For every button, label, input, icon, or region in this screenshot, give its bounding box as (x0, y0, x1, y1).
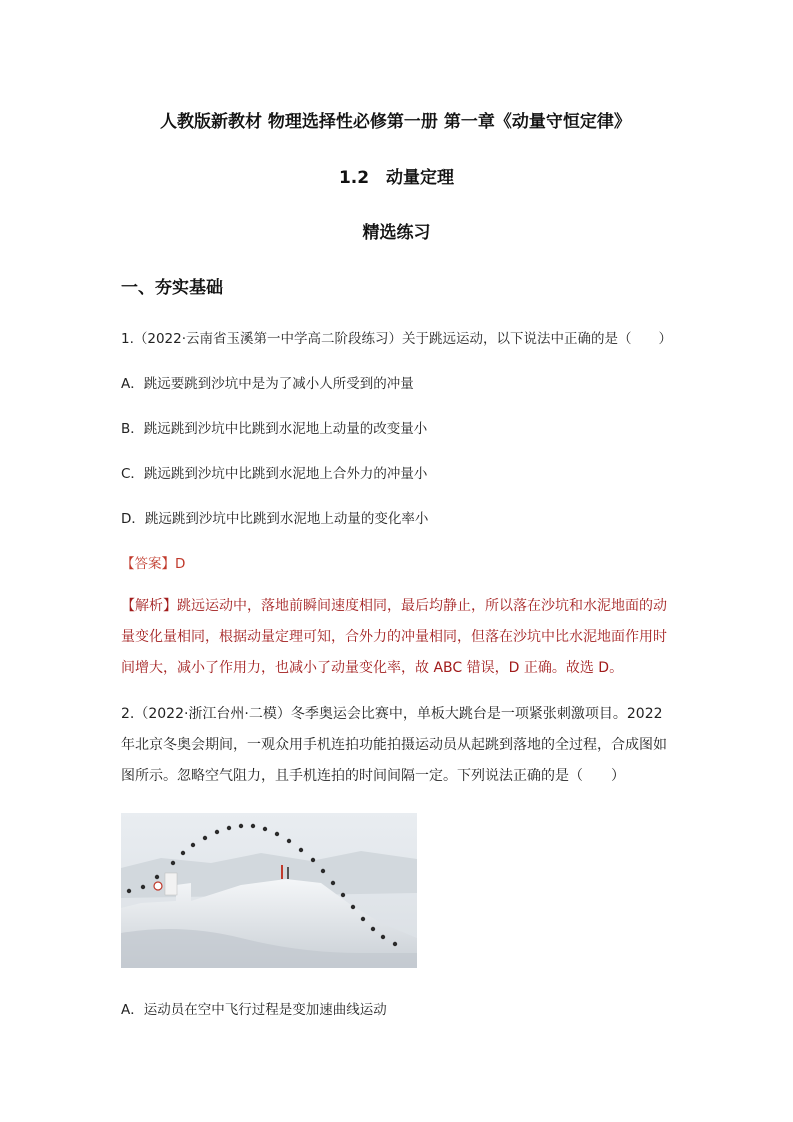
question-2-option-a: A．运动员在空中飞行过程是变加速曲线运动 (121, 1002, 387, 1018)
question-1-analysis (121, 591, 676, 684)
question-1-answer (121, 552, 185, 572)
snowboard-jump-photo (121, 813, 417, 968)
lesson-title: 1.2 动量定理 (338, 168, 455, 188)
question-1-option-a: A．跳远要跳到沙坑中是为了减小人所受到的冲量 (121, 376, 414, 392)
section-heading: 一、夯实基础 (121, 278, 223, 298)
analysis-label: 【解析】 (121, 598, 177, 614)
question-2-stem: 2.（2022·浙江台州·二模）冬季奥运会比赛中，单板大跳台是一项紧张刺激项目。2022 年北京冬奥会期间，一观众用手机连拍功能拍摄运动员从起跳到落地的全过程，合成图如图所示。忽略空气阻力，且手机连拍的时间间隔一定。下列说法正确的是（ ） (121, 706, 667, 784)
question-1-option-c: C．跳远跳到沙坑中比跳到水泥地上合外力的冲量小 (121, 466, 428, 482)
question-1-option-b: B．跳远跳到沙坑中比跳到水泥地上动量的改变量小 (121, 421, 428, 437)
answer-value: D (175, 556, 186, 572)
question-1-stem: 1.（2022·云南省玉溪第一中学高二阶段练习）关于跳远运动，以下说法中正确的是（ ） (121, 331, 673, 347)
answer-label: 【答案】 (121, 556, 175, 572)
document-title: 人教版新教材 物理选择性必修第一册 第一章《动量守恒定律》 (160, 112, 631, 132)
practice-subtitle: 精选练习 (362, 223, 431, 243)
analysis-text: 跳远运动中，落地前瞬间速度相同，最后均静止，所以落在沙坑和水泥地面的动量变化量相同，根据动量定理可知，合外力的冲量相同，但落在沙坑中比水泥地面作用时间增大，减小了作用力，也减小了动量变化率，故 ABC 错误，D 正确。故选 D。 (121, 598, 667, 676)
question-1-option-d: D．跳远跳到沙坑中比跳到水泥地上动量的变化率小 (121, 511, 429, 527)
